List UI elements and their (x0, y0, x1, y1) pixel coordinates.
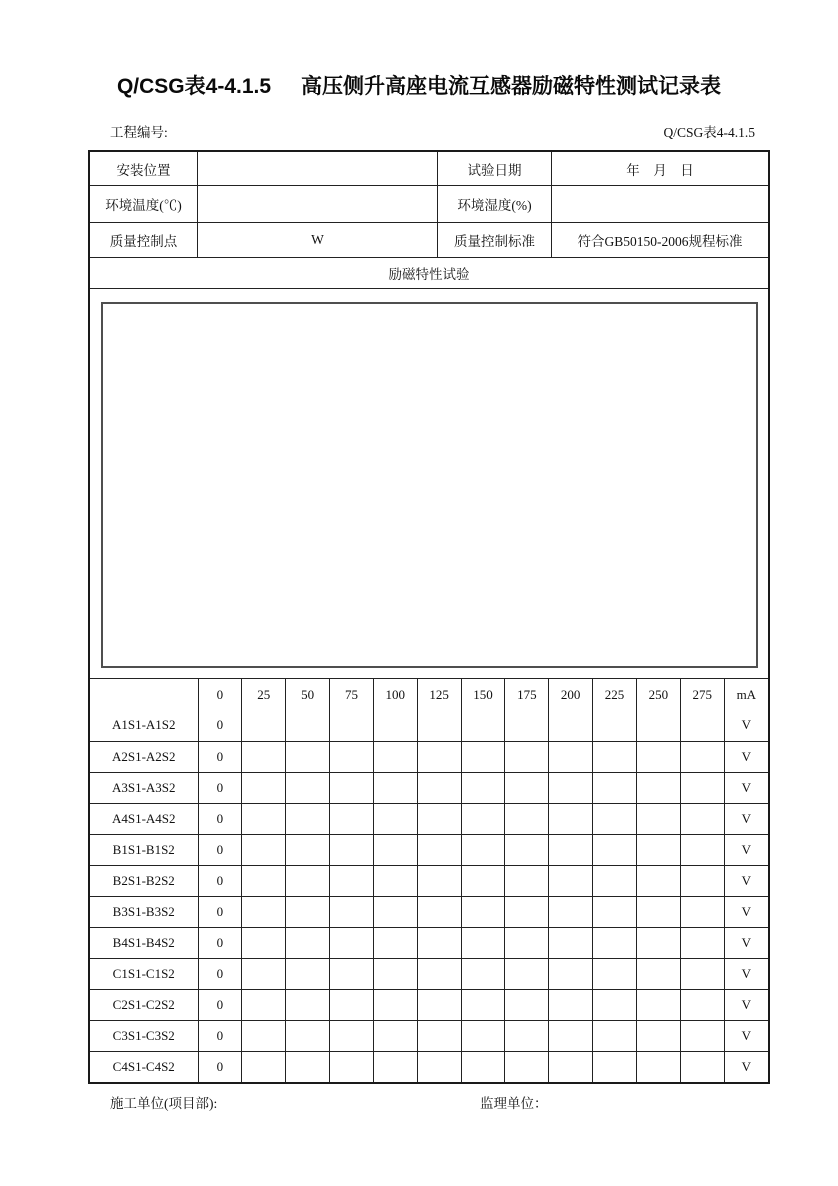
voltage-cell[interactable] (417, 710, 461, 741)
current-step-header: 100 (373, 679, 417, 710)
voltage-cell[interactable] (680, 989, 724, 1020)
voltage-cell[interactable]: 0 (198, 958, 242, 989)
voltage-cell[interactable]: 0 (198, 710, 242, 741)
voltage-cell[interactable] (242, 958, 286, 989)
current-step-header: 125 (417, 679, 461, 710)
voltage-cell[interactable] (330, 834, 374, 865)
winding-column-header (90, 679, 198, 710)
voltage-cell[interactable] (680, 772, 724, 803)
winding-label: A1S1-A1S2 (90, 710, 198, 741)
page-title (0, 70, 838, 100)
voltage-cell[interactable] (549, 772, 593, 803)
voltage-cell[interactable] (680, 865, 724, 896)
voltage-cell[interactable] (549, 741, 593, 772)
voltage-unit-cell: V (724, 865, 768, 896)
voltage-cell[interactable] (593, 741, 637, 772)
voltage-cell[interactable] (286, 834, 330, 865)
voltage-unit-cell: V (724, 803, 768, 834)
voltage-unit-cell: V (724, 741, 768, 772)
voltage-cell[interactable] (549, 865, 593, 896)
voltage-unit-cell: V (724, 1051, 768, 1082)
voltage-cell[interactable] (242, 896, 286, 927)
voltage-cell[interactable] (461, 1051, 505, 1082)
voltage-cell[interactable] (373, 772, 417, 803)
voltage-cell[interactable] (286, 710, 330, 741)
voltage-cell[interactable] (286, 803, 330, 834)
winding-row (90, 803, 768, 834)
voltage-cell[interactable] (549, 989, 593, 1020)
voltage-cell[interactable] (636, 710, 680, 741)
current-step-header: 50 (286, 679, 330, 710)
voltage-cell[interactable] (461, 896, 505, 927)
voltage-cell[interactable] (505, 896, 549, 927)
ambient-temp-label: 环境温度(℃) (90, 186, 198, 223)
voltage-cell[interactable] (461, 772, 505, 803)
voltage-cell[interactable] (242, 865, 286, 896)
qc-point-value: W (198, 223, 438, 258)
voltage-cell[interactable] (242, 927, 286, 958)
voltage-cell[interactable]: 0 (198, 896, 242, 927)
voltage-cell[interactable] (286, 989, 330, 1020)
excitation-curve-chart-area (90, 289, 768, 679)
voltage-cell[interactable] (505, 710, 549, 741)
info-grid (90, 152, 768, 258)
voltage-cell[interactable] (417, 1020, 461, 1051)
voltage-cell[interactable] (373, 803, 417, 834)
voltage-unit-cell: V (724, 834, 768, 865)
voltage-cell[interactable] (373, 1051, 417, 1082)
voltage-cell[interactable] (680, 1051, 724, 1082)
current-step-header: 0 (198, 679, 242, 710)
voltage-cell[interactable] (417, 989, 461, 1020)
voltage-cell[interactable] (593, 803, 637, 834)
voltage-cell[interactable] (680, 803, 724, 834)
voltage-cell[interactable]: 0 (198, 865, 242, 896)
voltage-cell[interactable] (242, 1020, 286, 1051)
install-location-label: 安装位置 (90, 152, 198, 186)
voltage-cell[interactable]: 0 (198, 1051, 242, 1082)
voltage-cell[interactable] (680, 1020, 724, 1051)
voltage-cell[interactable]: 0 (198, 772, 242, 803)
voltage-unit-cell: V (724, 772, 768, 803)
voltage-cell[interactable] (417, 741, 461, 772)
winding-row (90, 772, 768, 803)
voltage-cell[interactable] (286, 958, 330, 989)
voltage-cell[interactable] (505, 989, 549, 1020)
voltage-unit-cell: V (724, 958, 768, 989)
voltage-cell[interactable] (505, 958, 549, 989)
voltage-cell[interactable] (373, 896, 417, 927)
section-title-excitation-test: 励磁特性试验 (90, 258, 768, 289)
voltage-cell[interactable] (286, 741, 330, 772)
voltage-cell[interactable] (549, 1051, 593, 1082)
voltage-cell[interactable] (330, 958, 374, 989)
ambient-humidity-label: 环境湿度(%) (438, 186, 552, 223)
voltage-cell[interactable] (373, 927, 417, 958)
ambient-temp-field[interactable] (198, 186, 438, 223)
voltage-cell[interactable] (593, 896, 637, 927)
voltage-cell[interactable] (330, 1051, 374, 1082)
voltage-cell[interactable] (242, 803, 286, 834)
voltage-unit-cell: V (724, 1020, 768, 1051)
voltage-cell[interactable] (680, 710, 724, 741)
voltage-cell[interactable] (549, 710, 593, 741)
voltage-cell[interactable] (505, 834, 549, 865)
voltage-cell[interactable] (373, 834, 417, 865)
voltage-cell[interactable] (417, 865, 461, 896)
form-code-right: Q/CSG表4-4.1.5 (663, 125, 755, 140)
voltage-cell[interactable] (417, 927, 461, 958)
current-step-header: 225 (593, 679, 637, 710)
subheader-line (110, 121, 755, 141)
voltage-cell[interactable] (330, 710, 374, 741)
winding-label: B4S1-B4S2 (90, 927, 198, 958)
voltage-cell[interactable] (330, 741, 374, 772)
voltage-cell[interactable] (330, 772, 374, 803)
winding-label: C2S1-C2S2 (90, 989, 198, 1020)
voltage-cell[interactable] (417, 1051, 461, 1082)
winding-label: A3S1-A3S2 (90, 772, 198, 803)
winding-label: B1S1-B1S2 (90, 834, 198, 865)
current-step-header: 75 (330, 679, 374, 710)
voltage-cell[interactable] (461, 865, 505, 896)
voltage-cell[interactable] (286, 1020, 330, 1051)
voltage-cell[interactable] (373, 865, 417, 896)
supervision-unit-label: 监理单位： (480, 1096, 548, 1111)
voltage-cell[interactable] (680, 834, 724, 865)
qc-standard-value: 符合GB50150-2006规程标准 (552, 223, 768, 258)
winding-row (90, 1051, 768, 1082)
voltage-cell[interactable] (593, 834, 637, 865)
voltage-cell[interactable] (417, 803, 461, 834)
voltage-cell[interactable] (286, 772, 330, 803)
current-step-header: 200 (549, 679, 593, 710)
winding-label: B3S1-B3S2 (90, 896, 198, 927)
winding-row (90, 927, 768, 958)
voltage-cell[interactable] (242, 834, 286, 865)
voltage-cell[interactable] (461, 710, 505, 741)
voltage-cell[interactable] (286, 927, 330, 958)
voltage-cell[interactable] (593, 958, 637, 989)
voltage-cell[interactable]: 0 (198, 741, 242, 772)
winding-label: A2S1-A2S2 (90, 741, 198, 772)
voltage-cell[interactable] (505, 772, 549, 803)
voltage-cell[interactable] (417, 958, 461, 989)
voltage-cell[interactable] (242, 710, 286, 741)
current-step-header: 175 (505, 679, 549, 710)
voltage-cell[interactable] (636, 803, 680, 834)
winding-row (90, 1020, 768, 1051)
ambient-humidity-field[interactable] (552, 186, 768, 223)
winding-label: C1S1-C1S2 (90, 958, 198, 989)
voltage-cell[interactable] (286, 865, 330, 896)
winding-row (90, 958, 768, 989)
voltage-cell[interactable] (680, 741, 724, 772)
voltage-cell[interactable] (461, 741, 505, 772)
voltage-cell[interactable] (330, 803, 374, 834)
voltage-cell[interactable] (636, 741, 680, 772)
voltage-cell[interactable] (373, 710, 417, 741)
voltage-cell[interactable] (417, 896, 461, 927)
voltage-cell[interactable] (417, 772, 461, 803)
voltage-cell[interactable] (593, 772, 637, 803)
voltage-cell[interactable] (680, 896, 724, 927)
current-step-header: 275 (680, 679, 724, 710)
voltage-cell[interactable] (373, 741, 417, 772)
winding-row (90, 834, 768, 865)
voltage-cell[interactable] (636, 865, 680, 896)
voltage-cell[interactable] (286, 1051, 330, 1082)
project-number-label: 工程编号: (110, 125, 168, 140)
voltage-cell[interactable] (242, 989, 286, 1020)
voltage-unit-cell: V (724, 989, 768, 1020)
form-code: Q/CSG表4-4.1.5 (116, 75, 272, 98)
voltage-cell[interactable] (505, 1051, 549, 1082)
voltage-cell[interactable] (330, 896, 374, 927)
current-step-header: 150 (461, 679, 505, 710)
voltage-cell[interactable]: 0 (198, 927, 242, 958)
test-date-field[interactable]: 年 月 日 (552, 152, 768, 186)
voltage-cell[interactable] (549, 896, 593, 927)
current-header-row (90, 679, 768, 710)
voltage-cell[interactable] (593, 1051, 637, 1082)
install-location-field[interactable] (198, 152, 438, 186)
voltage-cell[interactable] (286, 896, 330, 927)
voltage-cell[interactable] (593, 710, 637, 741)
current-step-header: 25 (242, 679, 286, 710)
voltage-cell[interactable] (417, 834, 461, 865)
voltage-cell[interactable] (373, 989, 417, 1020)
voltage-cell[interactable] (549, 927, 593, 958)
voltage-cell[interactable] (461, 958, 505, 989)
voltage-cell[interactable] (505, 803, 549, 834)
voltage-cell[interactable] (636, 927, 680, 958)
voltage-cell[interactable] (680, 958, 724, 989)
voltage-cell[interactable] (549, 803, 593, 834)
voltage-cell[interactable] (242, 741, 286, 772)
voltage-cell[interactable] (505, 865, 549, 896)
voltage-cell[interactable] (505, 927, 549, 958)
voltage-cell[interactable] (593, 1020, 637, 1051)
voltage-cell[interactable] (549, 834, 593, 865)
current-unit-header: mA (724, 679, 768, 710)
form-title-text: 高压侧升高座电流互感器励磁特性测试记录表 (301, 75, 722, 98)
winding-row (90, 896, 768, 927)
voltage-cell[interactable] (330, 1020, 374, 1051)
record-table (88, 150, 770, 1084)
voltage-cell[interactable] (636, 772, 680, 803)
voltage-cell[interactable] (593, 865, 637, 896)
construction-unit-label: 施工单位(项目部): (110, 1096, 218, 1111)
voltage-cell[interactable]: 0 (198, 1020, 242, 1051)
voltage-cell[interactable] (373, 958, 417, 989)
winding-row (90, 989, 768, 1020)
voltage-cell[interactable] (593, 927, 637, 958)
voltage-cell[interactable] (636, 896, 680, 927)
qc-standard-label: 质量控制标准 (438, 223, 552, 258)
winding-label: C4S1-C4S2 (90, 1051, 198, 1082)
voltage-cell[interactable] (242, 1051, 286, 1082)
excitation-data-table (90, 679, 768, 1082)
voltage-cell[interactable]: 0 (198, 803, 242, 834)
voltage-unit-cell: V (724, 710, 768, 741)
voltage-cell[interactable] (593, 989, 637, 1020)
voltage-cell[interactable] (636, 834, 680, 865)
voltage-cell[interactable] (461, 803, 505, 834)
voltage-unit-cell: V (724, 896, 768, 927)
voltage-cell[interactable] (636, 1020, 680, 1051)
voltage-cell[interactable] (505, 1020, 549, 1051)
voltage-cell[interactable] (461, 989, 505, 1020)
voltage-cell[interactable]: 0 (198, 989, 242, 1020)
winding-label: A4S1-A4S2 (90, 803, 198, 834)
test-date-label: 试验日期 (438, 152, 552, 186)
voltage-cell[interactable] (549, 1020, 593, 1051)
voltage-cell[interactable] (330, 989, 374, 1020)
voltage-cell[interactable] (636, 1051, 680, 1082)
winding-row (90, 865, 768, 896)
voltage-cell[interactable] (636, 958, 680, 989)
voltage-cell[interactable] (505, 741, 549, 772)
voltage-cell[interactable] (549, 958, 593, 989)
voltage-cell[interactable]: 0 (198, 834, 242, 865)
winding-label: B2S1-B2S2 (90, 865, 198, 896)
chart-placeholder-box (101, 302, 758, 668)
winding-row (90, 741, 768, 772)
voltage-cell[interactable] (636, 989, 680, 1020)
voltage-unit-cell: V (724, 927, 768, 958)
voltage-cell[interactable] (680, 927, 724, 958)
winding-label: C3S1-C3S2 (90, 1020, 198, 1051)
winding-row (90, 710, 768, 741)
voltage-cell[interactable] (373, 1020, 417, 1051)
voltage-cell[interactable] (330, 865, 374, 896)
voltage-cell[interactable] (461, 927, 505, 958)
voltage-cell[interactable] (242, 772, 286, 803)
current-step-header: 250 (636, 679, 680, 710)
voltage-cell[interactable] (461, 834, 505, 865)
qc-point-label: 质量控制点 (90, 223, 198, 258)
voltage-cell[interactable] (330, 927, 374, 958)
voltage-cell[interactable] (461, 1020, 505, 1051)
